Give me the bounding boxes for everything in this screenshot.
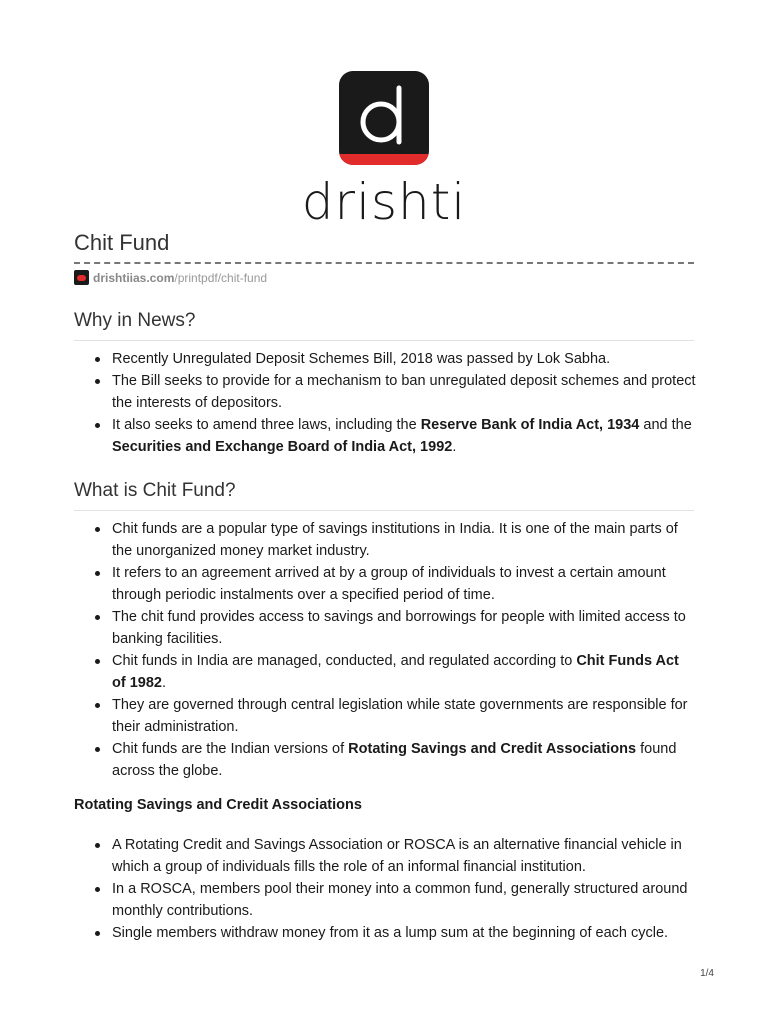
list-item: It also seeks to amend three laws, including the Reserve Bank of India Act, 1934 and the Securities and Exchange Board of India Act, 1992. [74, 414, 696, 458]
list-item: The chit fund provides access to savings and borrowings for people with limited access to banking facilities. [74, 606, 696, 650]
list-item: Chit funds are a popular type of savings institutions in India. It is one of the main parts of the unorganized money market industry. [74, 518, 696, 562]
list-item: Chit funds in India are managed, conducted, and regulated according to Chit Funds Act of 1982. [74, 650, 696, 694]
section-heading-what: What is Chit Fund? [74, 480, 694, 511]
source-domain: drishtiias.com [93, 270, 175, 285]
list-item: In a ROSCA, members pool their money into a common fund, generally structured around monthly contributions. [74, 878, 696, 922]
page-number: 1/4 [700, 968, 714, 979]
list-item: It refers to an agreement arrived at by a group of individuals to invest a certain amount through periodic instalments over a specified period of time. [74, 562, 696, 606]
what-list [74, 518, 696, 782]
source-path: /printpdf/chit-fund [174, 270, 268, 285]
why-list [74, 348, 696, 458]
list-item: Single members withdraw money from it as a lump sum at the beginning of each cycle. [74, 922, 696, 944]
section-heading-why: Why in News? [74, 310, 694, 341]
title-divider [74, 262, 694, 264]
list-item: Chit funds are the Indian versions of Rotating Savings and Credit Associations found across the globe. [74, 738, 696, 782]
brand-wordmark: drishti [301, 173, 467, 231]
source-link[interactable] [74, 270, 267, 285]
list-item: They are governed through central legislation while state governments are responsible for their administration. [74, 694, 696, 738]
subheading-rosca: Rotating Savings and Credit Associations [74, 797, 362, 813]
list-item: Recently Unregulated Deposit Schemes Bill, 2018 was passed by Lok Sabha. [74, 348, 696, 370]
drishti-favicon-icon [74, 270, 89, 285]
rosca-list [74, 834, 696, 944]
list-item: The Bill seeks to provide for a mechanism to ban unregulated deposit schemes and protect the interests of depositors. [74, 370, 696, 414]
drishti-logo-icon [338, 70, 430, 166]
page-title: Chit Fund [74, 230, 170, 255]
brand-logo [0, 70, 768, 231]
list-item: A Rotating Credit and Savings Association or ROSCA is an alternative financial vehicle in which a group of individuals fills the role of an informal financial institution. [74, 834, 696, 878]
